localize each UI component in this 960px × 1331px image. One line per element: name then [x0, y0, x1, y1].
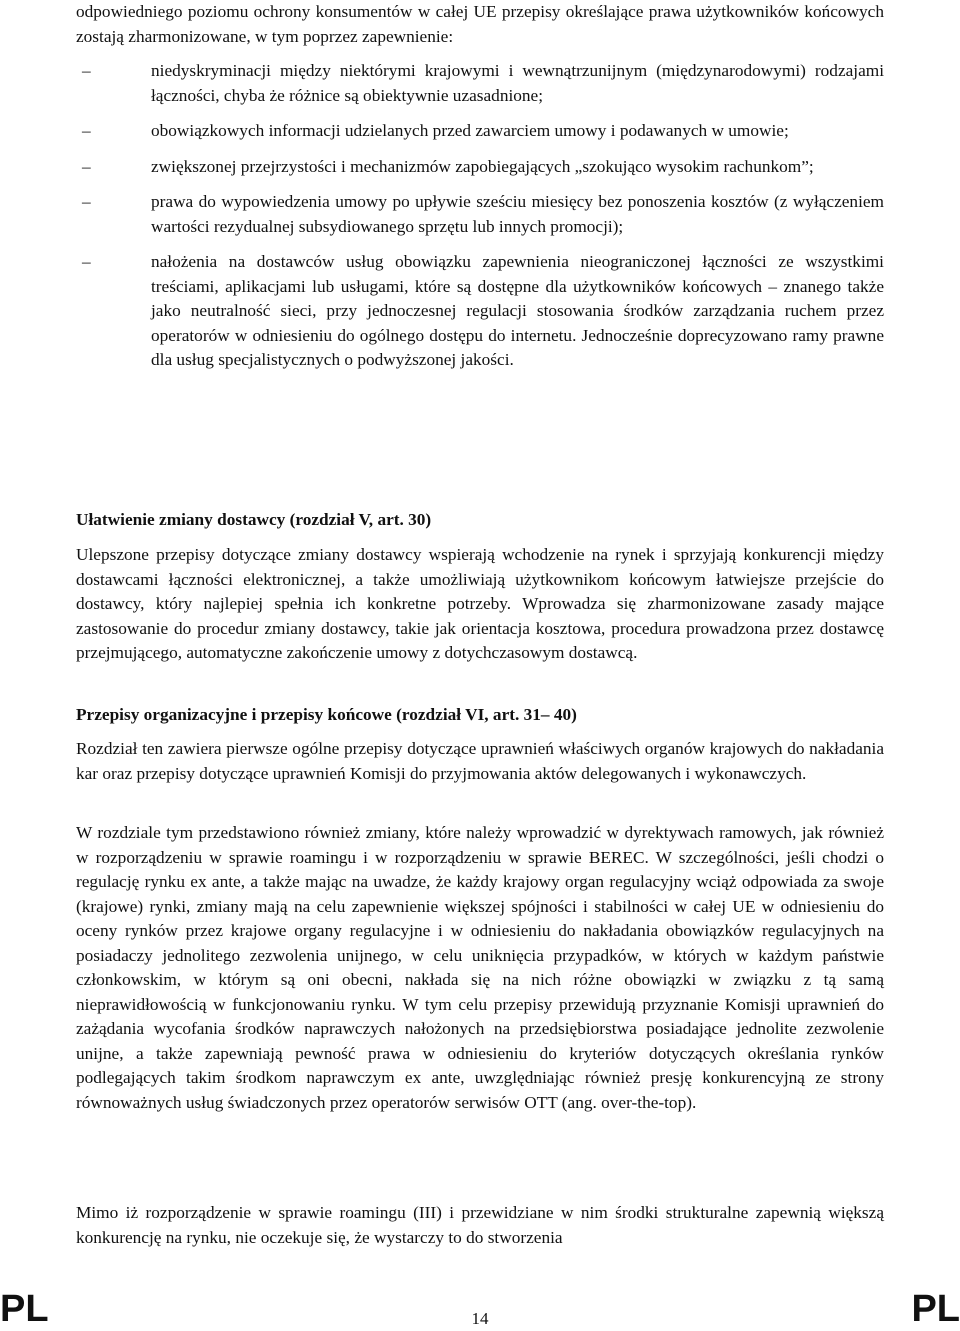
bullet-item — [76, 155, 884, 180]
paragraph-penalties: Rozdział ten zawiera pierwsze ogólne przepisy dotyczące uprawnień właściwych organów krajowych do nakładania kar oraz przepisy dotyczące uprawnień Komisji do przyjmowania aktów delegowanych i wykonawczych. — [76, 739, 884, 783]
dash-marker: – — [82, 192, 91, 211]
bullet-text: zwiększonej przejrzystości i mechanizmów zapobiegających „szokująco wysokim rachunkom”; — [151, 156, 814, 176]
bullet-item — [76, 250, 884, 373]
paragraph-directive-changes: W rozdziale tym przedstawiono również zmiany, które należy wprowadzić w dyrektywach ramowych, jak również w rozporządzeniu w sprawie roamingu i w rozporządzeniu w sprawie BEREC. W szczególności, jeśli chodzi o regulację rynku ex ante, a także mając na uwadze, że każdy krajowy organ regulacyjny wciąż odpowiada za swoje (krajowe) rynki, zmiany mają na celu zapewnienie większej spójności i stabilności w całej UE w odniesieniu do oceny rynków przez krajowe organy regulacyjne i w odniesieniu do nakładania obowiązków regulacyjnych na posiadaczy jednolitego zezwolenia unijnego, w celu uniknięcia przypadków, w których w każdym państwie członkowskim, w którym są oni obecni, nakłada się na nich różne obowiązki w związku z tą samą nieprawidłowością w funkcjonowaniu rynku. W tym celu przepisy przewidują przyznanie Komisji uprawnień do zażądania wycofania środków naprawczych nałożonych na przedsiębiorstwa posiadające jednolite zezwolenie unijne, a także zapewniają pewność prawa w odniesieniu do kryteriów dotyczących określania rynków podlegających takim środkom naprawczym ex ante, uwzględniając również presję konkurencyjną ze strony równoważnych usług świadczonych przez operatorów serwisów OTT (ang. over-the-top). — [76, 823, 884, 1112]
bullet-item — [76, 190, 884, 239]
paragraph-switching: Ulepszone przepisy dotyczące zmiany dostawcy wspierają wchodzenie na rynek i sprzyjają konkurencji między dostawcami łączności elektronicznej, a także umożliwiają użytkownikom końcowym łatwiejsze przejście do dostawcy, który najlepiej spełnia ich konkretne potrzeby. Wprowadza się zharmonizowane zasady mające zastosowanie do procedur zmiany dostawcy, takie jak orientacja kosztowa, procedura prowadzona przez dostawcę przejmującego, automatyczne zakończenie umowy z dotychczasowym dostawcą. — [76, 545, 884, 662]
footer-language-right: PL — [911, 1288, 960, 1330]
bullet-item — [76, 59, 884, 108]
page-number: 14 — [471, 1309, 489, 1328]
dash-marker: – — [82, 252, 91, 271]
footer-language-left: PL — [0, 1288, 49, 1330]
section-heading-final-provisions: Przepisy organizacyjne i przepisy końcowe (rozdział VI, art. 31– 40) — [76, 705, 577, 724]
paragraph-roaming: Mimo iż rozporządzenie w sprawie roamingu (III) i przewidziane w nim środki strukturalne zapewnią większą konkurencję na rynku, nie oczekuje się, że wystarczy to do stworzenia — [76, 1203, 884, 1247]
dash-marker: – — [82, 156, 91, 176]
dash-marker: – — [82, 121, 91, 140]
bullet-text: nałożenia na dostawców usług obowiązku zapewnienia nieograniczonej łączności ze wszystkimi treściami, aplikacjami lub usługami, które są dostępne dla użytkowników końcowych – znanego także jako neutralność sieci, przy jednoczesnej regulacji stosowania środków zarządzania ruchem przez operatorów w odniesieniu do ogólnego dostępu do internetu. Jednocześnie doprecyzowano ramy prawne dla usług specjalistycznych o podwyższonej jakości. — [151, 252, 884, 369]
bullet-text: obowiązkowych informacji udzielanych przed zawarciem umowy i podawanych w umowie; — [151, 121, 789, 140]
intro-paragraph: odpowiedniego poziomu ochrony konsumentów w całej UE przepisy określające prawa użytkowników końcowych zostają zharmonizowane, w tym poprzez zapewnienie: — [76, 2, 884, 46]
bullet-text: prawa do wypowiedzenia umowy po upływie sześciu miesięcy bez ponoszenia kosztów (z wyłączeniem wartości rezydualnej subsydiowanego sprzętu lub innych promocji); — [151, 192, 884, 236]
bullet-item — [76, 119, 884, 144]
section-heading-switching: Ułatwienie zmiany dostawcy (rozdział V, art. 30) — [76, 510, 432, 529]
bullet-text: niedyskryminacji między niektórymi krajowymi i wewnątrzunijnym (międzynarodowymi) rodzajami łączności, chyba że różnice są obiektywnie uzasadnione; — [151, 61, 884, 105]
dash-marker: – — [82, 61, 91, 80]
bullet-list — [76, 59, 884, 384]
